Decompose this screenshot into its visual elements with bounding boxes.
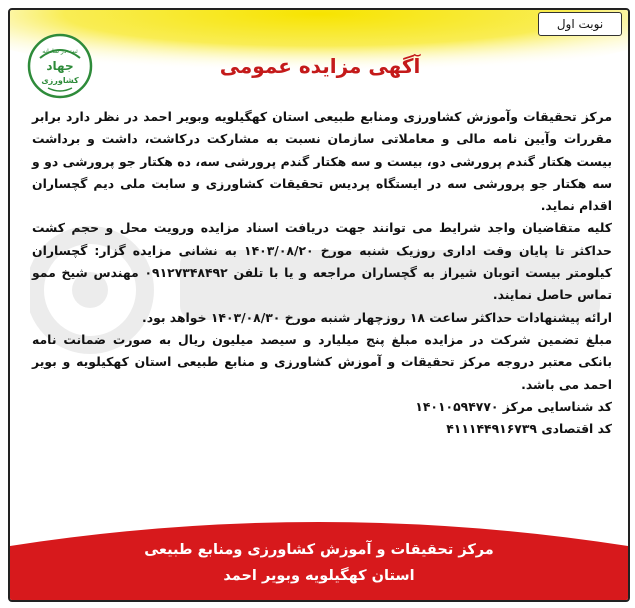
footer-text-block	[10, 518, 628, 600]
jahad-keshavarzi-logo	[26, 32, 94, 100]
paragraph-intro: مرکز تحقیقات وآموزش کشاورزی ومنابع طبیعی استان کهگیلویه وبویر احمد در نظر دارد برابر مقررات وآیین نامه مالی و معاملاتی سازمان نسبت به مشارکت درکاشت، داشت و برداشت بیست هکتار گندم پرورشی دو، بیست و سه هکتار گندم پرورشی سه، ده هکتار جو پرورشی دو و سه هکتار جو پرورشی سه در ایستگاه پردیس تحقیقات کشاورزی و سابت ملی دیم گچساران اقدام نماید.	[32, 109, 612, 214]
page-title: آگهی مزایده عمومی	[219, 54, 421, 78]
logo-bottom-text: کشاورزی	[41, 76, 79, 85]
footer-org-line2: استان کهگیلویه وبویر احمد	[223, 568, 415, 584]
national-id-line: کد شناسایی مرکز ۱۴۰۱۰۵۹۴۷۷۰	[415, 398, 612, 414]
paragraph-deadline: ارائه پیشنهادات حداکثر ساعت ۱۸ روزچهار شنبه مورخ ۱۴۰۳/۰۸/۳۰ خواهد بود.	[142, 309, 612, 325]
announcement-body	[32, 106, 612, 440]
economic-code-line: کد اقتصادی ۴۱۱۱۴۴۹۱۶۷۳۹	[446, 421, 612, 437]
logo-small-text: ثبت در سامانه	[42, 48, 78, 55]
paragraph-documents: کلیه متقاضیان واجد شرایط می توانند جهت دریافت اسناد مزایده ورویت محل و حجم کشت حداکثر تا پایان وقت اداری روزیک شنبه مورخ ۱۴۰۳/۰۸/۲۰ به نشانی مزایده گزار: گچساران کیلومتر بیست اتوبان شیراز به گچساران مراجعه و یا با تلفن ۰۹۱۲۷۳۴۸۴۹۲ مهندس شیخ ممو تماس حاصل نمایند.	[32, 220, 612, 303]
publication-round-tag: نوبت اول	[538, 12, 622, 36]
paragraph-guarantee: مبلغ تضمین شرکت در مزایده مبلغ پنج میلیارد و سیصد میلیون ریال به صورت ضمانت نامه بانکی معتبر دروجه مرکز تحقیقات و آموزش کشاورزی و منابع طبیعی استان کهکیلویه و بویر احمد می باشد.	[32, 331, 612, 392]
logo-top-text: جهاد	[46, 59, 74, 73]
footer-org-line1: مرکز تحقیقات و آموزش کشاورزی ومنابع طبیعی	[144, 542, 494, 558]
ad-frame	[8, 8, 630, 602]
